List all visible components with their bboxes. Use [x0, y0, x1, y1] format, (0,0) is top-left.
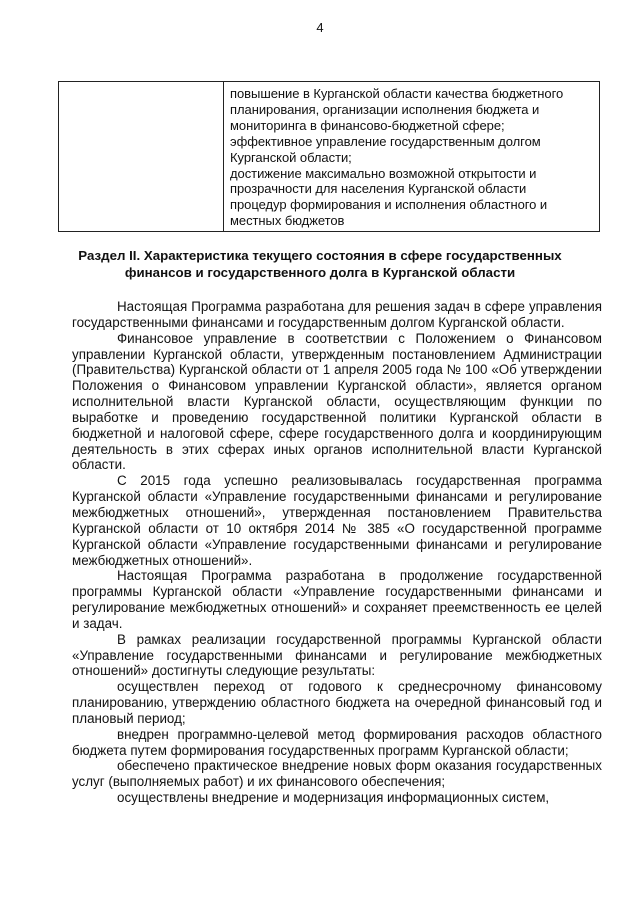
goals-line: Курганской области;: [230, 149, 352, 165]
section-title-line-1: Раздел II. Характеристика текущего состояния в сфере государственных: [78, 248, 562, 263]
goals-line: повышение в Курганской области качества бюджетного: [230, 86, 564, 101]
goals-line: мониторинга в финансово-бюджетной сфере;: [230, 117, 505, 133]
result-item: осуществлен переход от годового к среднесрочному финансовому планированию, утверждению областного бюджета на очередной финансовый год и плановый период;: [72, 679, 602, 726]
paragraph-continuation: Настоящая Программа разработана в продолжение государственной программы Курганской области «Управление государственными финансами и регулирование межбюджетных отношений» и сохраняет преемственность ее целей и задач.: [72, 568, 602, 631]
paragraph-previous-program: С 2015 года успешно реализовывалась государственная программа Курганской области «Управление государственными финансами и регулирование межбюджетных отношений», утвержденная постановлением Правительства Курганской области от 10 октября 2014 № 385 «О государственной программе Курганской области «Управление государственными финансами и регулирование межбюджетных отношений».: [72, 473, 602, 568]
section-title: [40, 248, 600, 281]
body-text: [72, 299, 602, 806]
result-item: обеспечено практическое внедрение новых форм оказания государственных услуг (выполняемых работ) и их финансового обеспечения;: [72, 758, 602, 790]
goals-line: планирования, организации исполнения бюджета и: [230, 101, 540, 117]
section-title-line-2: финансов и государственного долга в Курганской области: [124, 264, 516, 280]
goals-line: местных бюджетов: [230, 213, 345, 229]
goals-line: процедур формирования и исполнения областного и: [230, 197, 548, 213]
result-item: внедрен программно-целевой метод формирования расходов областного бюджета путем формирования государственных программ Курганской области;: [72, 726, 602, 758]
goals-line: прозрачности для населения Курганской области: [230, 181, 527, 197]
paragraph-program-purpose: Настоящая Программа разработана для решения задач в сфере управления государственными финансами и государственным долгом Курганской области.: [72, 299, 602, 330]
goals-table: [58, 81, 600, 232]
goals-line: достижение максимально возможной открытости и: [230, 165, 537, 181]
goals-table-left-cell: [59, 82, 224, 231]
goals-table-right-cell: [224, 82, 599, 231]
paragraph-financial-department: Финансовое управление в соответствии с Положением о Финансовом управлении Курганской области, утвержденным постановлением Администрации (Правительства) Курганской области от 1 апреля 2005 года № 100 «Об утверждении Положения о Финансовом управлении Курганской области», является органом исполнительной власти Курганской области, осуществляющим функции по выработке и проведению государственной политики Курганской области в бюджетной и налоговой сфере, сфере государственного долга и координирующим деятельность в этих сферах иных органов исполнительной власти Курганской области.: [72, 330, 602, 473]
goals-line: эффективное управление государственным долгом: [230, 133, 541, 149]
page-number: 4: [316, 20, 324, 35]
paragraph-results-intro: В рамках реализации государственной программы Курганской области «Управление государственными финансами и регулирование межбюджетных отношений» достигнуты следующие результаты:: [72, 631, 602, 679]
result-item: осуществлены внедрение и модернизация информационных систем,: [117, 790, 550, 806]
